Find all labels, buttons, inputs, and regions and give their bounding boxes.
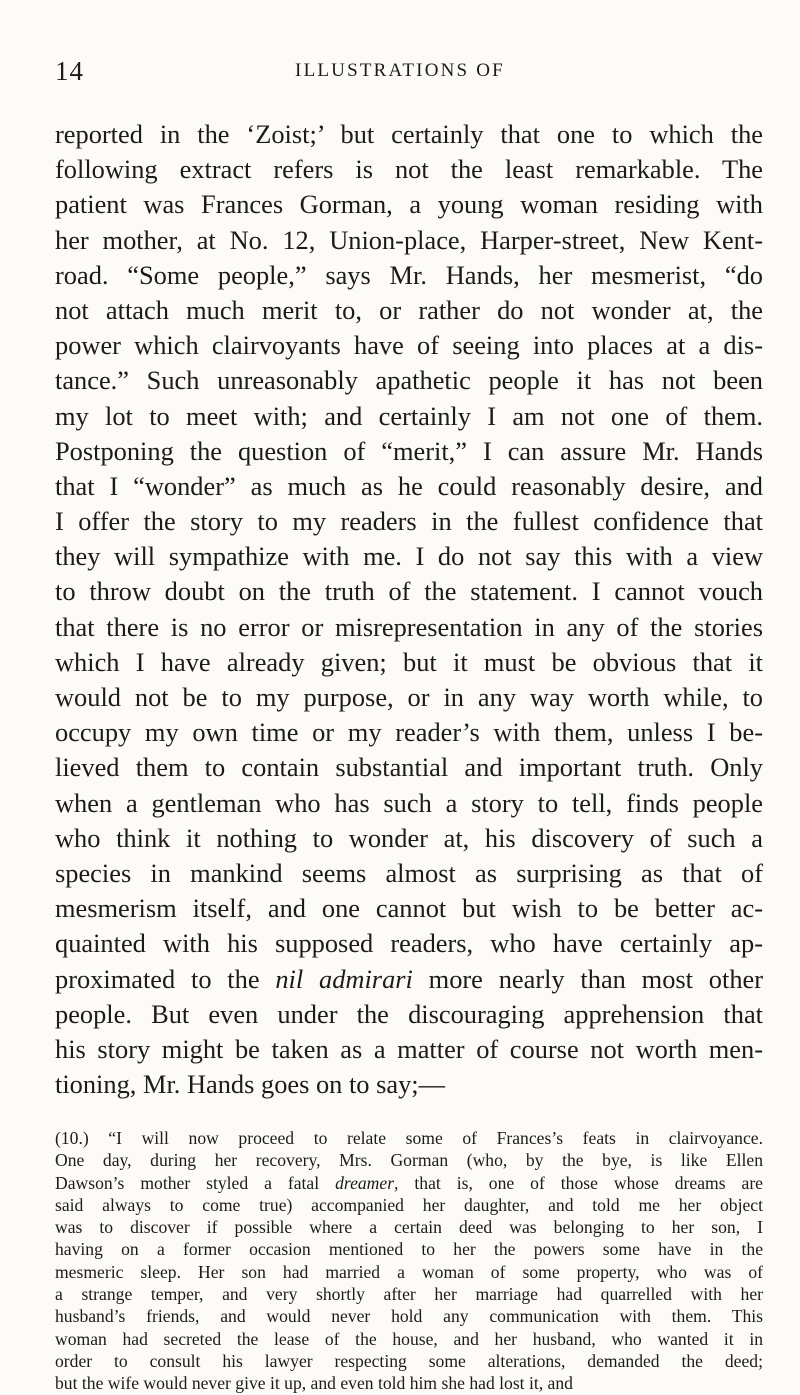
text-line: her mother, at No. 12, Union-place, Harper-street, New Kent- [55,224,763,255]
text-line [55,962,763,997]
text-line: following extract refers is not the least remarkable. The [55,154,763,185]
text-line: they will sympathize with me. I do not say this with a view [55,541,763,572]
text-line: patient was Frances Gorman, a young woman residing with [55,189,763,220]
page-header [0,56,800,96]
text-line: reported in the ‘Zoist;’ but certainly that one to which the [55,119,763,149]
text-line: that there is no error or misrepresentation in any of the stories [55,611,763,642]
text-line: who think it nothing to wonder at, his discovery of such a [55,822,763,853]
text-segment: , that is, one of those whose dreams are [394,1172,763,1193]
text-line: Postponing the question of “merit,” I can assure Mr. Hands [55,435,763,466]
text-line: species in mankind seems almost as surprising as that of [55,857,763,888]
running-head: ILLUSTRATIONS OF [295,60,505,81]
text-line: I offer the story to my readers in the fullest confidence that [55,506,763,537]
extract-line: having on a former occasion mentioned to her the powers some have in the [55,1239,763,1260]
text-line: to throw doubt on the truth of the statement. I cannot vouch [55,576,763,607]
extract-line: a strange temper, and very shortly after her marriage had quarrelled with her [55,1284,763,1305]
italic-phrase: nil admirari [275,963,413,994]
text-line: power which clairvoyants have of seeing into places at a dis- [55,330,763,361]
text-line: when a gentleman who has such a story to tell, finds people [55,787,763,818]
text-line: would not be to my purpose, or in any way worth while, to [55,682,763,712]
extract-line: was to discover if possible where a certain deed was belonging to her son, I [55,1217,763,1238]
text-segment: proximated to the [55,963,276,994]
text-line: his story might be taken as a matter of course not worth men- [55,1033,763,1064]
text-segment: Dawson’s mother styled a fatal [55,1172,336,1193]
extract-line: mesmeric sleep. Her son had married a woman of some property, who was of [55,1261,763,1282]
extract-line: order to consult his lawyer respecting some alterations, demanded the deed; [55,1350,763,1371]
text-line: road. “Some people,” says Mr. Hands, her mesmerist, “do [55,259,763,290]
extract-line: said always to come true) accompanied her daughter, and told me her object [55,1194,763,1215]
quoted-extract [55,1127,763,1395]
text-line: tioning, Mr. Hands goes on to say;— [55,1069,445,1100]
text-line: my lot to meet with; and certainly I am not one of them. [55,400,763,431]
extract-line: (10.) “I will now proceed to relate some of Frances’s feats in clairvoyance. [55,1128,763,1148]
body-text [55,117,763,1102]
text-line: occupy my own time or my reader’s with them, unless I be- [55,717,763,748]
extract-line [55,1172,763,1194]
text-line: tance.” Such unreasonably apathetic people it has not been [55,365,763,396]
text-line: quainted with his supposed readers, who have certainly ap- [55,928,763,959]
text-line: lieved them to contain substantial and important truth. Only [55,752,763,783]
extract-line: woman had secreted the lease of the house, and her husband, who wanted it in [55,1328,763,1349]
text-line: that I “wonder” as much as he could reasonably desire, and [55,470,763,501]
page-number: 14 [55,56,84,86]
text-segment: more nearly than most other [412,963,764,994]
extract-line: husband’s friends, and would never hold any communication with them. This [55,1306,763,1327]
text-line: people. But even under the discouraging apprehension that [55,998,763,1029]
text-line: not attach much merit to, or rather do not wonder at, the [55,294,763,325]
italic-word: dreamer [335,1172,395,1193]
text-line: which I have already given; but it must be obvious that it [55,646,763,677]
extract-line: One day, during her recovery, Mrs. Gorman (who, by the bye, is like Ellen [55,1150,763,1171]
extract-line: but the wife would never give it up, and even told him she had lost it, and [55,1373,573,1394]
text-line: mesmerism itself, and one cannot but wish to be better ac- [55,893,763,924]
